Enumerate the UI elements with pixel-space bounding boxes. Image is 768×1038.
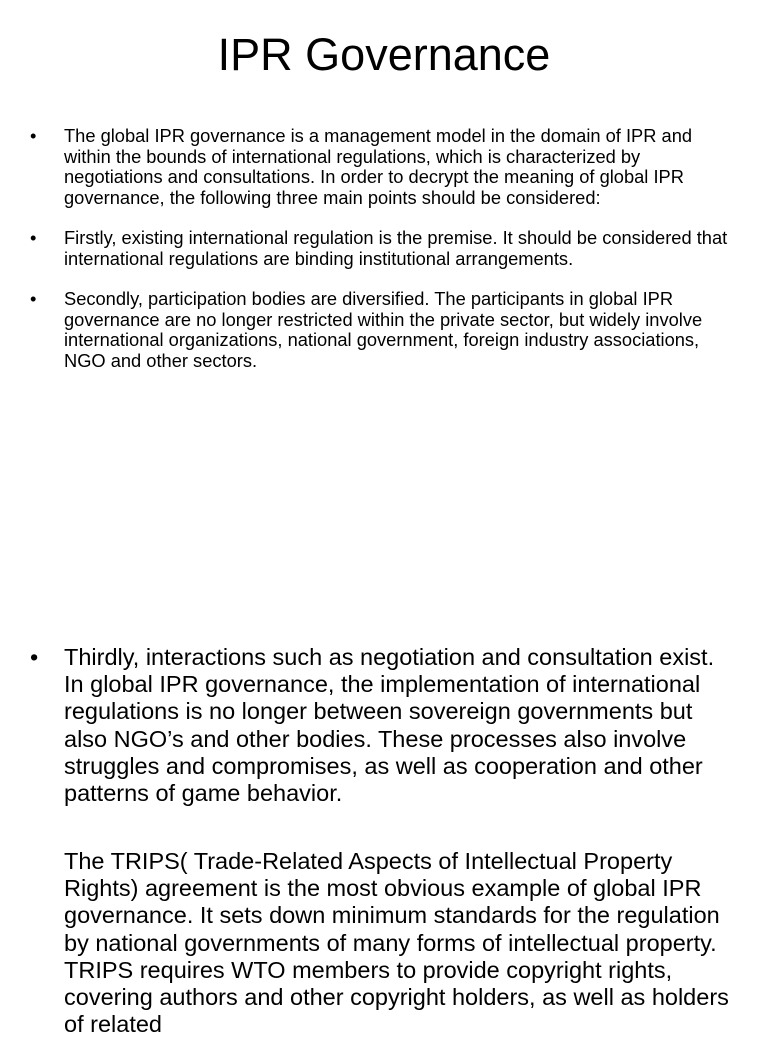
bullet-item (30, 126, 730, 208)
bullet-icon: • (30, 227, 37, 248)
trips-paragraph: The TRIPS( Trade-Related Aspects of Intellectual Property Rights) agreement is the most obvious example of global IPR governance. It sets down minimum standards for the regulation by national governments of many forms of intellectual property. TRIPS requires WTO members to provide copyright rights, covering authors and other copyright holders, as well as holders of related (64, 848, 729, 1038)
bullet-item (30, 289, 730, 371)
bullet-item (30, 644, 730, 807)
bullet-list (30, 644, 730, 807)
bullet-icon: • (30, 288, 37, 309)
bullet-text: Secondly, participation bodies are diversified. The participants in global IPR governance are no longer restricted within the private sector, but widely involve international organizations, national government, foreign industry associations, NGO and other sectors. (64, 288, 703, 371)
bullet-text: Thirdly, interactions such as negotiation and consultation exist. In global IPR governance, the implementation of international regulations is no longer between sovereign governments but also NGO’s and other bodies. These processes also involve struggles and compromises, as well as cooperation and other patterns of game behavior. (64, 644, 715, 807)
bullet-text: The global IPR governance is a management model in the domain of IPR and within the bounds of international regulations, which is characterized by negotiations and consultations. In order to decrypt the meaning of global IPR governance, the following three main points should be considered: (64, 125, 693, 208)
bullet-text: Firstly, existing international regulation is the premise. It should be considered that international regulations are binding institutional arrangements. (64, 227, 728, 269)
bullet-icon: • (30, 644, 39, 670)
slide-title: IPR Governance (217, 29, 551, 80)
bullet-item (30, 228, 730, 269)
bullet-icon: • (30, 125, 37, 146)
slide-trips-example (0, 612, 768, 1038)
bullet-list (30, 126, 730, 391)
